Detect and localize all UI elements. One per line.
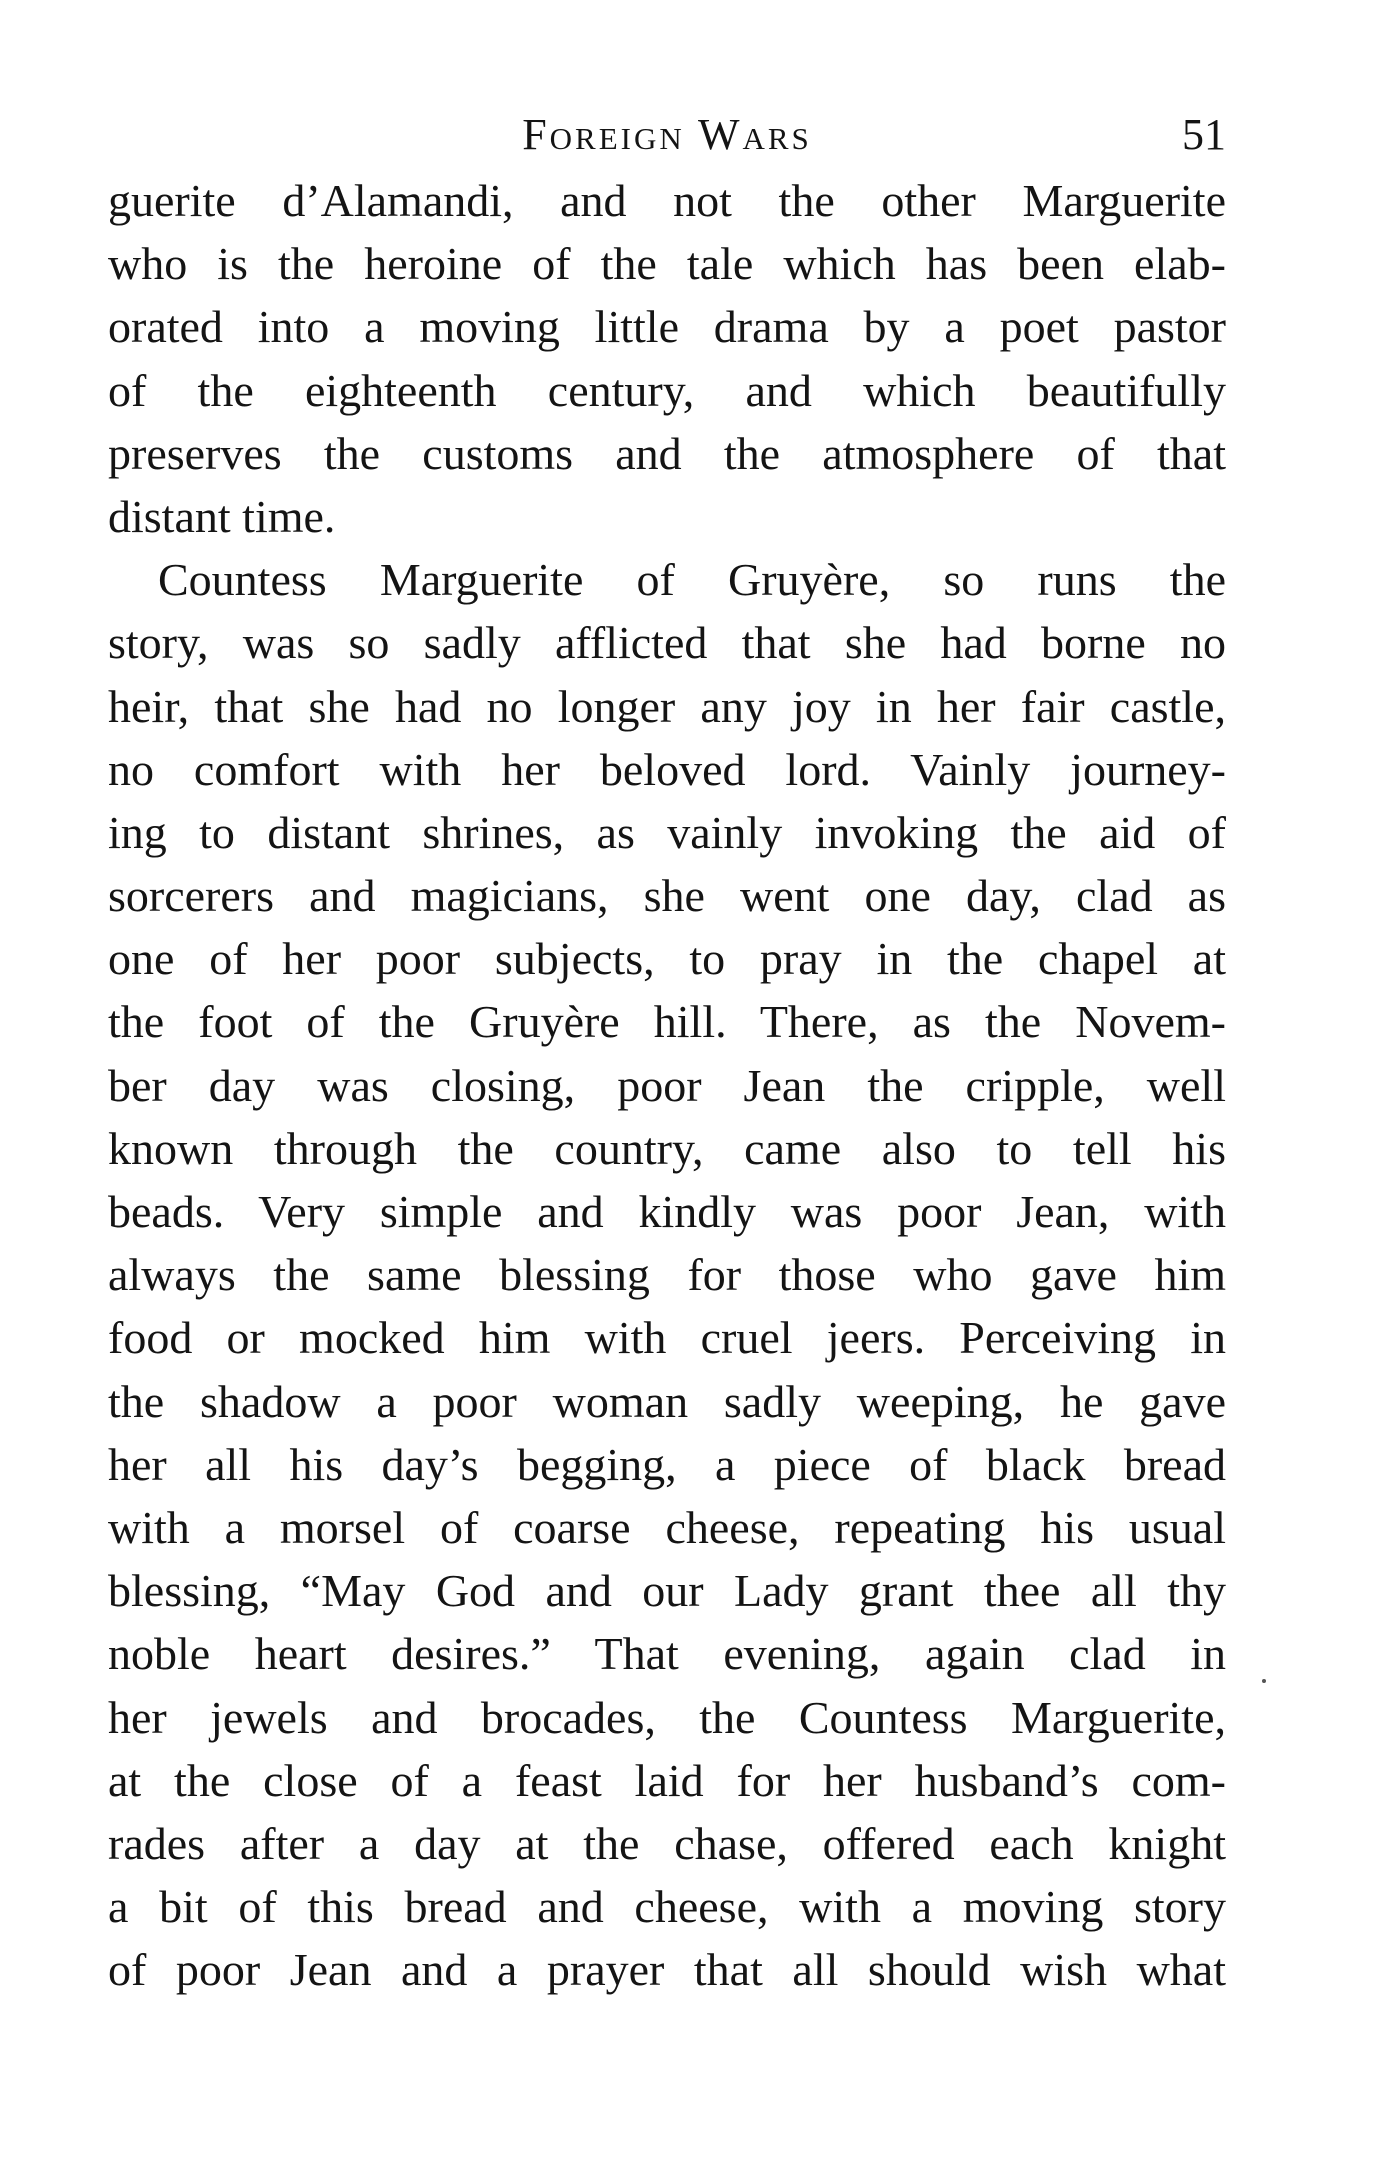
- text-line: preserves the customs and the atmosphere of that: [108, 427, 1226, 479]
- text-line: guerite d’Alamandi, and not the other Marguerite: [108, 175, 1226, 226]
- text-line: ing to distant shrines, as vainly invoking the aid of: [108, 806, 1226, 858]
- text-line: always the same blessing for those who gave him: [108, 1249, 1226, 1301]
- text-line: beads. Very simple and kindly was poor Jean, with: [108, 1186, 1226, 1237]
- text-line: who is the heroine of the tale which has been elab-: [108, 238, 1226, 290]
- text-line: a bit of this bread and cheese, with a moving story: [108, 1881, 1226, 1933]
- text-line: noble heart desires.” That evening, again clad in: [108, 1628, 1226, 1680]
- text-line: of poor Jean and a prayer that all should wish what: [108, 1944, 1226, 1996]
- text-line: heir, that she had no longer any joy in her fair castle,: [108, 680, 1226, 732]
- text-line: known through the country, came also to tell his: [108, 1122, 1226, 1174]
- running-head: [108, 100, 1226, 170]
- text-line: her all his day’s begging, a piece of black bread: [108, 1438, 1226, 1490]
- text-line: sorcerers and magicians, she went one day, clad as: [108, 870, 1226, 922]
- text-line: rades after a day at the chase, offered each knight: [108, 1817, 1226, 1869]
- text-line: of the eighteenth century, and which beautifully: [108, 364, 1226, 416]
- text-line: at the close of a feast laid for her husband’s com-: [108, 1754, 1226, 1806]
- text-line: story, was so sadly afflicted that she had borne no: [108, 617, 1226, 669]
- text-line: the shadow a poor woman sadly weeping, he gave: [108, 1375, 1226, 1427]
- text-line: distant time.: [108, 490, 336, 542]
- page-number: 51: [1182, 110, 1226, 159]
- text-line: orated into a moving little drama by a poet pastor: [108, 301, 1226, 353]
- text-line: blessing, “May God and our Lady grant thee all thy: [108, 1565, 1226, 1617]
- text-line: one of her poor subjects, to pray in the chapel at: [108, 933, 1226, 985]
- text-line: ber day was closing, poor Jean the cripple, well: [108, 1059, 1226, 1111]
- text-line: Countess Marguerite of Gruyère, so runs the: [158, 554, 1226, 606]
- running-title: Foreign Wars: [522, 110, 812, 159]
- text-line: food or mocked him with cruel jeers. Perceiving in: [108, 1312, 1226, 1364]
- ink-speck: [1262, 1679, 1266, 1683]
- text-line: her jewels and brocades, the Countess Marguerite,: [108, 1691, 1226, 1743]
- text-line: with a morsel of coarse cheese, repeating his usual: [108, 1501, 1226, 1553]
- text-line: the foot of the Gruyère hill. There, as the Novem-: [108, 996, 1226, 1048]
- text-line: no comfort with her beloved lord. Vainly journey-: [108, 743, 1226, 795]
- body-text: [108, 169, 1226, 2001]
